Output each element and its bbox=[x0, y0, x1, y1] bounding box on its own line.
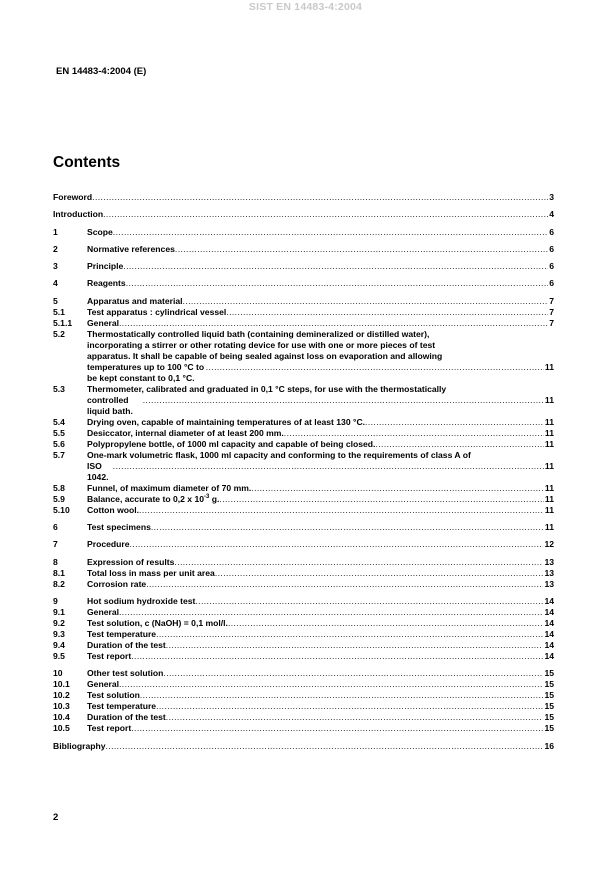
toc-leader bbox=[130, 539, 544, 550]
toc-leader bbox=[139, 505, 544, 516]
toc-page: 11 bbox=[544, 522, 554, 533]
toc-entry-10-4[interactable] bbox=[53, 712, 554, 723]
toc-leader bbox=[106, 741, 544, 752]
toc-page: 16 bbox=[544, 740, 554, 751]
toc-page: 15 bbox=[544, 690, 554, 701]
toc-leader bbox=[119, 607, 543, 618]
toc-entry-5-4[interactable] bbox=[53, 417, 554, 428]
toc-entry-10[interactable] bbox=[53, 668, 554, 679]
toc-title: Foreword bbox=[53, 192, 93, 202]
toc-entry-3[interactable] bbox=[53, 261, 554, 272]
toc-entry-introduction[interactable] bbox=[53, 209, 554, 220]
toc-leader bbox=[365, 417, 544, 428]
toc-number: 5.4 bbox=[53, 416, 65, 427]
toc-leader bbox=[175, 244, 548, 255]
toc-page: 11 bbox=[544, 493, 554, 504]
toc-page: 15 bbox=[544, 723, 554, 734]
toc-page: 14 bbox=[544, 639, 554, 650]
toc-entry-5-9[interactable] bbox=[53, 494, 554, 505]
toc-leader bbox=[123, 261, 548, 272]
toc-title-line: ISO 1042. bbox=[87, 460, 109, 482]
toc-number: 5.3 bbox=[53, 383, 65, 394]
watermark: SIST EN 14483-4:2004 bbox=[248, 1, 363, 13]
document-id: EN 14483-4:2004 (E) bbox=[56, 66, 147, 77]
toc-page: 3 bbox=[549, 192, 554, 202]
toc-title-line: Thermometer, calibrated and graduated in 0,1 °C steps, for use with the thermostatically bbox=[87, 383, 447, 394]
toc-title: Total loss in mass per unit area bbox=[87, 567, 215, 578]
toc-entry-5-5[interactable] bbox=[53, 428, 554, 439]
toc-leader bbox=[140, 690, 544, 701]
toc-leader bbox=[131, 723, 543, 734]
toc-page: 6 bbox=[549, 226, 554, 237]
toc-page: 11 bbox=[544, 394, 554, 405]
toc-leader bbox=[119, 679, 543, 690]
toc-entry-7[interactable] bbox=[53, 539, 554, 550]
toc-leader bbox=[251, 483, 544, 494]
toc-number: 10.2 bbox=[53, 690, 70, 701]
toc-title: Expression of results bbox=[87, 556, 175, 567]
toc-number: 10.1 bbox=[53, 679, 70, 690]
toc-page: 4 bbox=[549, 209, 554, 220]
toc-number: 7 bbox=[53, 539, 58, 550]
toc-entry-9-5[interactable] bbox=[53, 651, 554, 662]
toc-entry-8[interactable] bbox=[53, 557, 554, 568]
toc-number: 9 bbox=[53, 595, 58, 606]
toc-page: 14 bbox=[544, 650, 554, 661]
toc-leader bbox=[92, 192, 548, 203]
toc-title bbox=[87, 494, 219, 505]
toc-leader bbox=[156, 629, 543, 640]
toc-leader bbox=[166, 712, 544, 723]
toc-leader bbox=[143, 395, 544, 417]
toc-page: 6 bbox=[549, 278, 554, 289]
toc-title: Test apparatus : cylindrical vessel bbox=[87, 306, 227, 317]
toc-title: Test temperature bbox=[87, 628, 157, 639]
toc-leader bbox=[113, 461, 544, 483]
toc-entry-9[interactable] bbox=[53, 596, 554, 607]
toc-entry-5-7[interactable] bbox=[53, 450, 554, 483]
toc-title: Test temperature bbox=[87, 701, 157, 712]
toc-page: 13 bbox=[544, 567, 554, 578]
toc-title: Test report bbox=[87, 723, 132, 734]
toc-leader bbox=[228, 618, 543, 629]
toc-title: Normative references bbox=[87, 243, 175, 254]
toc-number: 5.2 bbox=[53, 328, 65, 339]
toc-leader bbox=[151, 522, 544, 533]
toc-page: 14 bbox=[544, 606, 554, 617]
toc-entry-6[interactable] bbox=[53, 522, 554, 533]
toc-page: 15 bbox=[544, 701, 554, 712]
toc-title: Reagents bbox=[87, 278, 126, 289]
toc-page: 15 bbox=[544, 712, 554, 723]
toc-page: 6 bbox=[549, 261, 554, 272]
toc-title: General bbox=[87, 317, 120, 328]
toc-number: 5.7 bbox=[53, 449, 65, 460]
toc-number: 5.6 bbox=[53, 438, 65, 449]
toc-title: Desiccator, internal diameter of at least 200 mm. bbox=[87, 427, 284, 438]
toc-leader bbox=[219, 494, 543, 505]
toc-leader bbox=[226, 307, 548, 318]
toc-title: Bibliography bbox=[53, 740, 106, 751]
toc-entry-5-8[interactable] bbox=[53, 483, 554, 494]
toc-entry-5-6[interactable] bbox=[53, 439, 554, 450]
toc-title-superscript: -3 bbox=[204, 493, 210, 500]
toc-number: 6 bbox=[53, 522, 58, 533]
toc-entry-5-2[interactable] bbox=[53, 329, 554, 384]
toc-leader bbox=[215, 568, 544, 579]
toc-page: 7 bbox=[549, 317, 554, 328]
toc-entry-9-3[interactable] bbox=[53, 629, 554, 640]
toc-entry-5-1[interactable] bbox=[53, 307, 554, 318]
toc-title: Introduction bbox=[53, 209, 104, 220]
toc-title: Apparatus and material bbox=[87, 295, 183, 306]
toc-leader bbox=[146, 579, 543, 590]
toc-page: 14 bbox=[544, 595, 554, 606]
toc-number: 5.5 bbox=[53, 427, 65, 438]
toc-title: Corrosion rate bbox=[87, 578, 147, 589]
toc-leader bbox=[119, 318, 548, 329]
toc-number: 9.2 bbox=[53, 617, 65, 628]
toc-title: Test solution bbox=[87, 690, 140, 701]
toc-entry-10-1[interactable] bbox=[53, 679, 554, 690]
toc-page: 6 bbox=[549, 243, 554, 254]
toc-entry-10-5[interactable] bbox=[53, 723, 554, 734]
toc-title: Other test solution bbox=[87, 668, 164, 679]
toc-page: 11 bbox=[544, 361, 554, 372]
toc-leader bbox=[103, 209, 548, 220]
toc-page: 15 bbox=[544, 679, 554, 690]
toc-title-part: Balance, accurate to 0,2 x 10 bbox=[87, 493, 205, 504]
toc-leader bbox=[375, 439, 543, 450]
toc-number: 9.3 bbox=[53, 628, 65, 639]
toc-entry-8-1[interactable] bbox=[53, 568, 554, 579]
toc-leader bbox=[126, 278, 549, 289]
toc-page: 13 bbox=[544, 578, 554, 589]
toc-number: 9.5 bbox=[53, 650, 65, 661]
toc-number: 5.9 bbox=[53, 493, 65, 504]
toc-entry-5-3[interactable] bbox=[53, 384, 554, 417]
toc-leader bbox=[195, 596, 543, 607]
toc-title: Procedure bbox=[87, 539, 130, 550]
toc-number: 10.3 bbox=[53, 701, 70, 712]
toc-page: 12 bbox=[544, 539, 554, 550]
toc-title: General bbox=[87, 679, 120, 690]
toc-title: Principle bbox=[87, 261, 124, 272]
toc-page: 11 bbox=[544, 427, 554, 438]
toc-page: 14 bbox=[544, 628, 554, 639]
toc-entry-5-10[interactable] bbox=[53, 505, 554, 516]
toc-number: 2 bbox=[53, 243, 58, 254]
toc-title: Test specimens bbox=[87, 522, 151, 533]
toc-leader bbox=[183, 296, 549, 307]
toc-entry-10-3[interactable] bbox=[53, 701, 554, 712]
toc-number: 9.1 bbox=[53, 606, 65, 617]
toc-leader bbox=[284, 428, 544, 439]
toc-number: 5.1 bbox=[53, 306, 65, 317]
toc-number: 5.10 bbox=[53, 504, 70, 515]
toc-title: Polypropylene bottle, of 1000 ml capacity and capable of being closed. bbox=[87, 438, 376, 449]
toc-title: Scope bbox=[87, 226, 113, 237]
table-of-contents bbox=[53, 192, 554, 752]
toc-number: 8.1 bbox=[53, 567, 65, 578]
toc-page: 11 bbox=[544, 482, 554, 493]
toc-title: Funnel, of maximum diameter of 70 mm. bbox=[87, 482, 252, 493]
toc-entry-4[interactable] bbox=[53, 278, 554, 289]
toc-title: Duration of the test bbox=[87, 712, 166, 723]
page-title: Contents bbox=[53, 154, 121, 171]
toc-entry-9-4[interactable] bbox=[53, 640, 554, 651]
toc-title: Drying oven, capable of maintaining temperatures of at least 130 °C. bbox=[87, 416, 366, 427]
toc-entry-1[interactable] bbox=[53, 227, 554, 238]
toc-page: 7 bbox=[549, 295, 554, 306]
toc-number: 3 bbox=[53, 261, 58, 272]
toc-leader bbox=[131, 651, 543, 662]
toc-page: 15 bbox=[544, 668, 554, 679]
toc-title: Duration of the test bbox=[87, 639, 166, 650]
toc-leader bbox=[166, 640, 544, 651]
toc-page: 7 bbox=[549, 306, 554, 317]
toc-title: General bbox=[87, 606, 120, 617]
toc-number: 8 bbox=[53, 556, 58, 567]
toc-leader bbox=[206, 362, 544, 384]
toc-entry-9-2[interactable] bbox=[53, 618, 554, 629]
toc-entry-5[interactable] bbox=[53, 296, 554, 307]
toc-title-part: g. bbox=[209, 493, 220, 504]
toc-entry-bibliography[interactable] bbox=[53, 741, 554, 752]
toc-title-line: incorporating a stirrer or other rotating device for use with one or more pieces of test bbox=[87, 339, 436, 350]
toc-title-line: apparatus. It shall be capable of being sealed against loss on evaporation and allowing bbox=[87, 350, 443, 361]
toc-leader bbox=[163, 668, 543, 679]
toc-title-line: One-mark volumetric flask, 1000 ml capacity and conforming to the requirements of class A of bbox=[87, 449, 471, 460]
toc-number: 4 bbox=[53, 278, 58, 289]
toc-entry-9-1[interactable] bbox=[53, 607, 554, 618]
page-number: 2 bbox=[53, 812, 59, 823]
toc-title: Hot sodium hydroxide test bbox=[87, 595, 196, 606]
toc-page: 11 bbox=[544, 460, 554, 471]
toc-number: 9.4 bbox=[53, 639, 65, 650]
toc-title-line: Thermostatically controlled liquid bath (containing demineralized or distilled water), bbox=[87, 328, 430, 339]
toc-page: 13 bbox=[544, 556, 554, 567]
toc-page: 11 bbox=[544, 416, 554, 427]
toc-title-line: temperatures up to 100 °C to be kept constant to 0,1 °C. bbox=[87, 361, 205, 383]
toc-number: 8.2 bbox=[53, 578, 65, 589]
toc-entry-foreword[interactable] bbox=[53, 192, 554, 203]
toc-page: 11 bbox=[544, 504, 554, 515]
toc-title-line: controlled liquid bath. bbox=[87, 394, 133, 416]
toc-leader bbox=[174, 557, 543, 568]
toc-leader bbox=[156, 701, 543, 712]
toc-entry-5-1-1[interactable] bbox=[53, 318, 554, 329]
toc-entry-2[interactable] bbox=[53, 244, 554, 255]
toc-number: 10.4 bbox=[53, 712, 70, 723]
toc-title: Cotton wool. bbox=[87, 504, 140, 515]
toc-page: 11 bbox=[544, 438, 554, 449]
toc-leader bbox=[113, 227, 548, 238]
toc-entry-8-2[interactable] bbox=[53, 579, 554, 590]
toc-number: 10 bbox=[53, 668, 63, 679]
toc-number: 5.1.1 bbox=[53, 317, 73, 328]
toc-entry-10-2[interactable] bbox=[53, 690, 554, 701]
toc-number: 5 bbox=[53, 295, 58, 306]
toc-title: Test solution, c (NaOH) = 0,1 mol/l. bbox=[87, 617, 228, 628]
toc-page: 14 bbox=[544, 617, 554, 628]
toc-number: 5.8 bbox=[53, 482, 65, 493]
toc-number: 10.5 bbox=[53, 723, 70, 734]
toc-title: Test report bbox=[87, 650, 132, 661]
toc-number: 1 bbox=[53, 226, 58, 237]
